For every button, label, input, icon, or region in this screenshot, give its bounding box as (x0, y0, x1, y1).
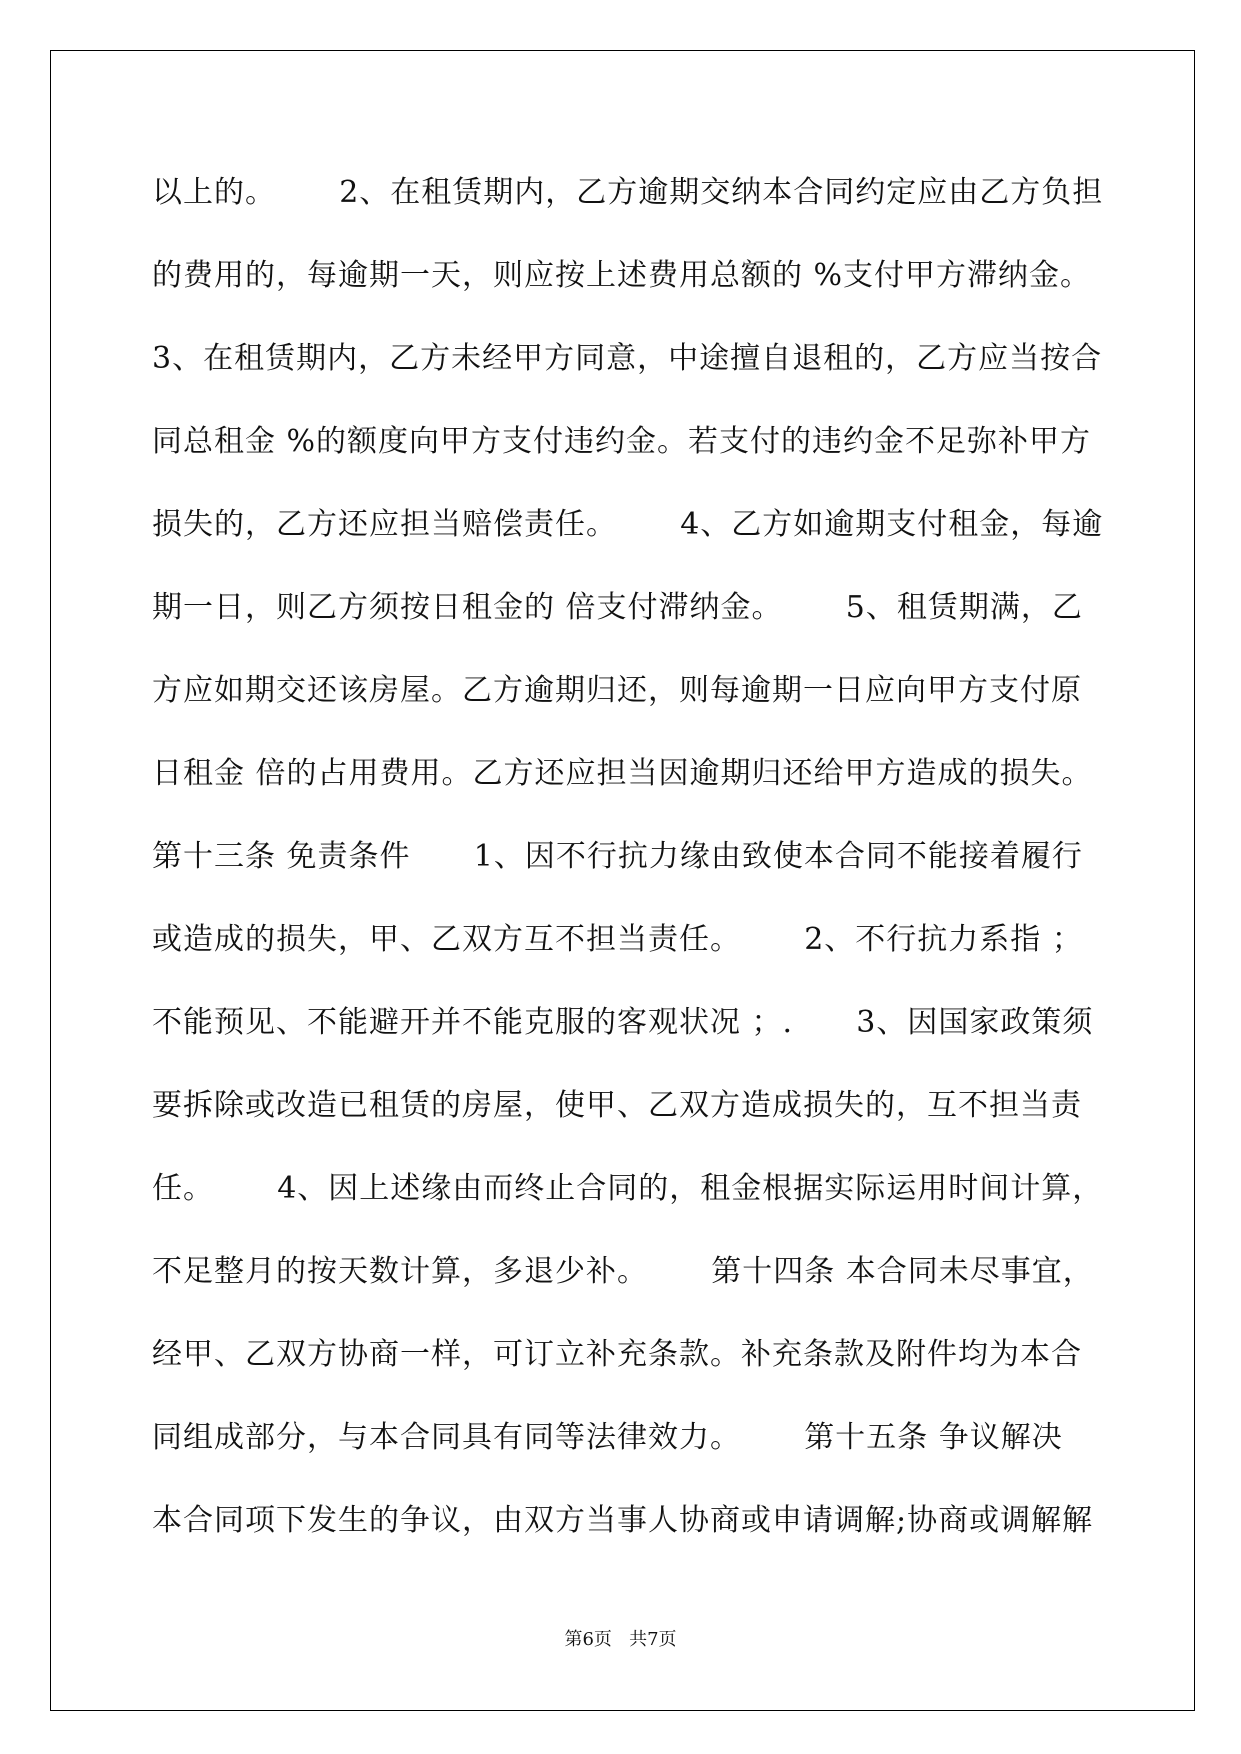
document-body (152, 163, 1104, 1574)
text-line-3: 3、在租赁期内，乙方未经甲方同意，中途擅自退租的，乙方应当按合 (152, 341, 1103, 376)
text-line-8: 日租金 倍的占用费用。乙方还应担当因逾期归还给甲方造成的损失。 (152, 756, 1093, 791)
text-line-6: 期一日，则乙方须按日租金的 倍支付滞纳金。 5、租赁期满，乙 (152, 590, 1083, 625)
text-line-2: 的费用的，每逾期一天，则应按上述费用总额的 %支付甲方滞纳金。 (152, 258, 1092, 293)
text-line-13: 任。 4、因上述缘由而终止合同的，租金根据实际运用时间计算， (152, 1171, 1104, 1206)
text-line-5: 损失的，乙方还应担当赔偿责任。 4、乙方如逾期支付租金，每逾 (152, 507, 1104, 542)
text-line-7: 方应如期交还该房屋。乙方逾期归还，则每逾期一日应向甲方支付原 (152, 673, 1082, 708)
text-line-1: 以上的。 2、在租赁期内，乙方逾期交纳本合同约定应由乙方负担 (152, 175, 1104, 210)
text-line-11: 不能预见、不能避开并不能克服的客观状况 ；. 3、因国家政策须 (152, 1005, 1094, 1040)
text-line-10: 或造成的损失，甲、乙双方互不担当责任。 2、不行抗力系指 ； (152, 922, 1083, 957)
text-line-9: 第十三条 免责条件 1、因不行抗力缘由致使本合同不能接着履行 (152, 839, 1083, 874)
text-line-4: 同总租金 %的额度向甲方支付违约金。若支付的违约金不足弥补甲方 (152, 424, 1092, 459)
page-number-footer: 第6页 共7页 (564, 1629, 677, 1650)
text-line-17: 本合同项下发生的争议，由双方当事人协商或申请调解;协商或调解解 (152, 1503, 1094, 1538)
text-line-15: 经甲、乙双方协商一样，可订立补充条款。补充条款及附件均为本合 (152, 1337, 1082, 1372)
text-line-12: 要拆除或改造已租赁的房屋，使甲、乙双方造成损失的，互不担当责 (152, 1088, 1082, 1123)
text-line-16: 同组成部分，与本合同具有同等法律效力。 第十五条 争议解决 (152, 1420, 1063, 1455)
text-line-14: 不足整月的按天数计算，多退少补。 第十四条 本合同未尽事宜， (152, 1254, 1094, 1289)
